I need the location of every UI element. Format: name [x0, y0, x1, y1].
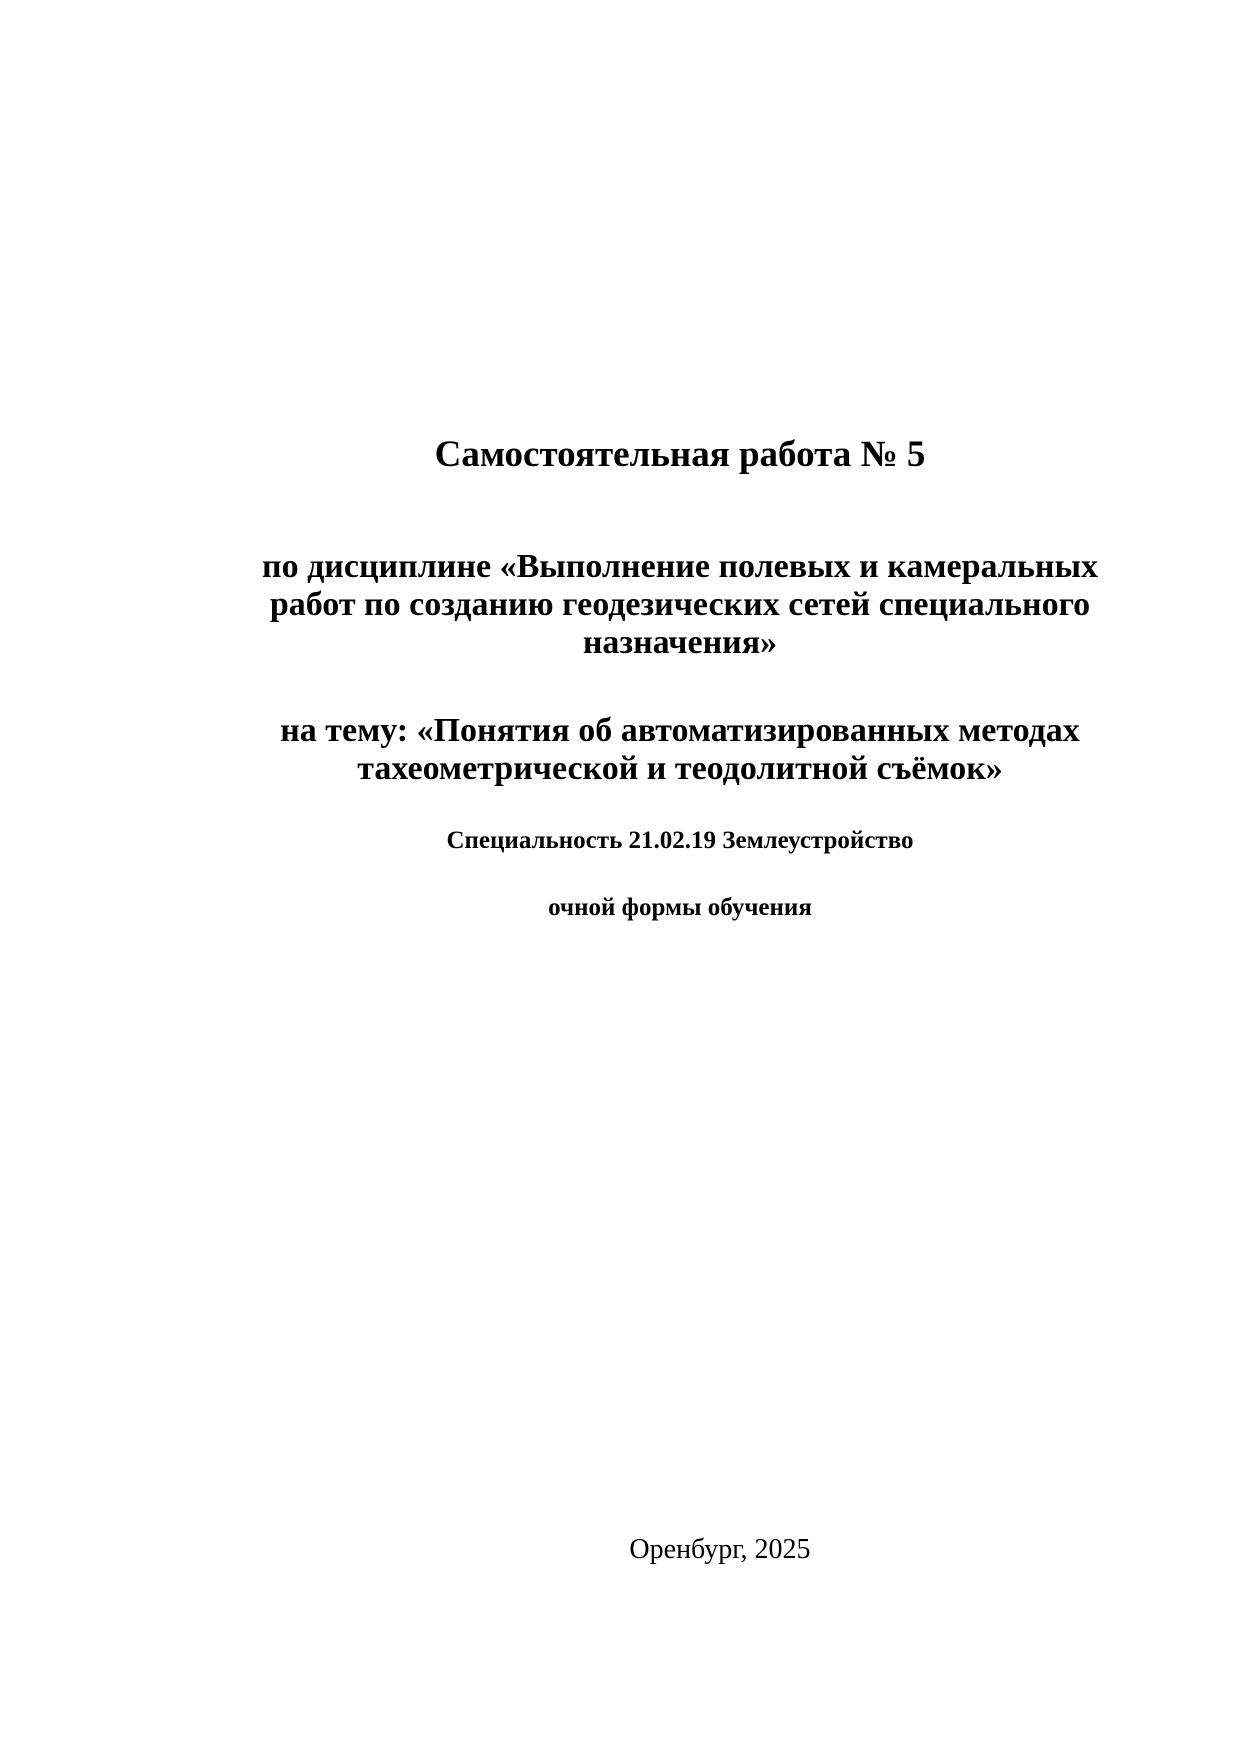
discipline-line-2: работ по созданию геодезических сетей специального: [269, 586, 1091, 623]
discipline-line-3: назначения»: [582, 624, 778, 661]
specialty-line: [200, 826, 1160, 856]
topic-heading: [200, 712, 1160, 788]
specialty-text: Специальность 21.02.19 Землеустройство: [446, 827, 914, 854]
work-title-text: Самостоятельная работа № 5: [434, 434, 926, 475]
city-year-text: Оренбург, 2025: [629, 1534, 811, 1565]
study-form-text: очной формы обучения: [548, 894, 812, 921]
topic-line-2: тахеометрической и теодолитной съёмок»: [357, 750, 1003, 787]
work-title: [200, 432, 1160, 478]
topic-line-1: на тему: «Понятия об автоматизированных методах: [280, 712, 1080, 749]
discipline-line-1: по дисциплине «Выполнение полевых и камеральных: [261, 548, 1098, 585]
discipline-heading: [200, 548, 1160, 662]
city-year-footer: [520, 1533, 920, 1567]
study-form-line: [200, 893, 1160, 923]
